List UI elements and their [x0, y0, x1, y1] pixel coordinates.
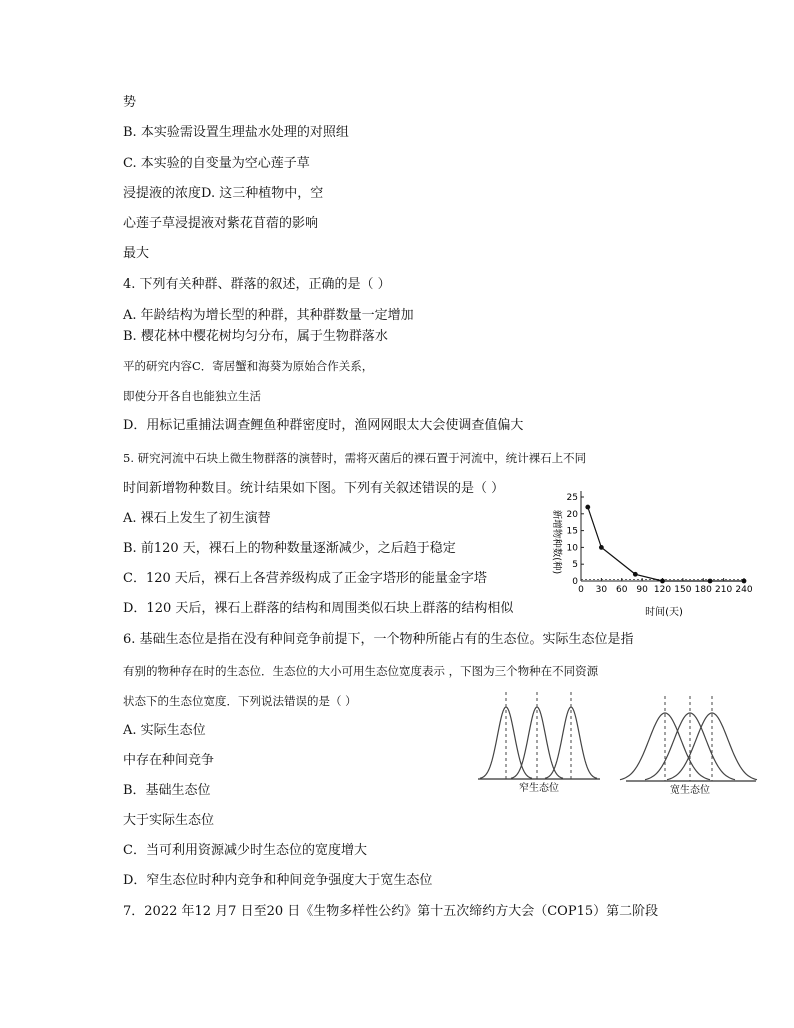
text-line: 平的研究内容C．寄居蟹和海葵为原始合作关系，: [123, 359, 374, 373]
text-line: 有别的物种存在时的生态位．生态位的大小可用生态位宽度表示 ，下图为三个物种在不同资源: [123, 664, 599, 678]
x-axis-label: 时间(天): [645, 607, 683, 618]
text-line: 心莲子草浸提液对紫花苜蓿的影响: [123, 216, 319, 231]
question-4: 4. 下列有关种群、群落的叙述，正确的是（ ）: [123, 277, 391, 292]
y-tick-label: 20: [566, 509, 578, 520]
species-line-chart: [546, 484, 758, 620]
text-line: 状态下的生态位宽度．下列说法错误的是（ ）: [123, 694, 357, 708]
narrow-niche-plot: [478, 692, 600, 779]
narrow-niche-caption: 窄生态位: [519, 783, 559, 794]
chart-axes: [581, 491, 744, 581]
option-a: A. 实际生态位: [123, 723, 206, 738]
data-point: [708, 579, 713, 584]
niche-width-figure: [476, 692, 772, 802]
y-tick-label: 25: [566, 493, 578, 503]
option-b: B. 樱花林中樱花树均匀分布，属于生物群落水: [123, 329, 388, 344]
data-point: [599, 545, 604, 550]
option-d: D．窄生态位时种内竞争和种间竞争强度大于宽生态位: [123, 873, 433, 888]
data-point: [742, 579, 747, 584]
y-tick-label: 10: [566, 543, 578, 554]
text-line: 最大: [123, 246, 150, 261]
option-d: D．用标记重捕法调查鲤鱼种群密度时，渔网网眼太大会使调查值偏大: [123, 418, 524, 433]
question-7: 7．2022 年12 月7 日至20 日《生物多样性公约》第十五次缔约方大会（COP15）第二阶段: [123, 904, 659, 919]
option-b: B．基础生态位: [123, 783, 211, 798]
chart-series: [585, 505, 746, 584]
text-line: 浸提液的浓度D. 这三种植物中，空: [123, 186, 324, 201]
option-c: C. 本实验的自变量为空心莲子草: [123, 156, 310, 171]
option-a: A. 裸石上发生了初生演替: [123, 511, 271, 526]
x-tick-label: 240: [735, 585, 753, 595]
x-tick-label: 90: [636, 585, 648, 595]
text-line: 时间新增物种数目。统计结果如下图。下列有关叙述错误的是（ ）: [123, 481, 505, 496]
data-point: [633, 572, 638, 577]
text-line: 势: [123, 95, 137, 110]
x-tick-label: 60: [616, 585, 628, 595]
text-line: 中存在种间竞争: [123, 753, 215, 768]
text-line: 即使分开各自也能独立生活: [123, 389, 261, 403]
data-point: [585, 505, 590, 510]
x-tick-label: 180: [694, 585, 712, 595]
wide-niche-plot: [620, 696, 757, 781]
x-tick-label: 150: [674, 585, 692, 595]
option-b: B. 前120 天，裸石上的物种数量逐渐减少，之后趋于稳定: [123, 541, 456, 556]
option-a: A. 年龄结构为增长型的种群，其种群数量一定增加: [123, 308, 414, 323]
text-line: 大于实际生态位: [123, 813, 215, 828]
option-c: C．120 天后，裸石上各营养级构成了正金字塔形的能量金字塔: [123, 571, 487, 586]
option-c: C．当可利用资源减少时生态位的宽度增大: [123, 843, 367, 858]
option-d: D．120 天后，裸石上群落的结构和周围类似石块上群落的结构相似: [123, 601, 514, 616]
series-line: [588, 507, 744, 581]
y-tick-label: 15: [566, 526, 578, 537]
question-6: 6. 基础生态位是指在没有种间竞争前提下，一个物种所能占有的生态位。实际生态位是指: [123, 632, 634, 647]
question-5: 5. 研究河流中石块上微生物群落的演替时，需将灭菌后的裸石置于河流中，统计裸石上不同: [123, 451, 587, 465]
y-tick-label: 5: [572, 560, 578, 571]
x-tick-label: 210: [715, 585, 733, 595]
x-tick-label: 0: [578, 585, 584, 595]
x-tick-label: 120: [653, 585, 672, 595]
y-tick-label: 0: [572, 577, 578, 587]
x-tick-label: 30: [595, 585, 608, 595]
option-b: B. 本实验需设置生理盐水处理的对照组: [123, 125, 349, 140]
wide-niche-caption: 宽生态位: [670, 785, 710, 796]
y-axis-label: 新增物种数(种): [551, 509, 562, 575]
data-point: [660, 579, 665, 584]
